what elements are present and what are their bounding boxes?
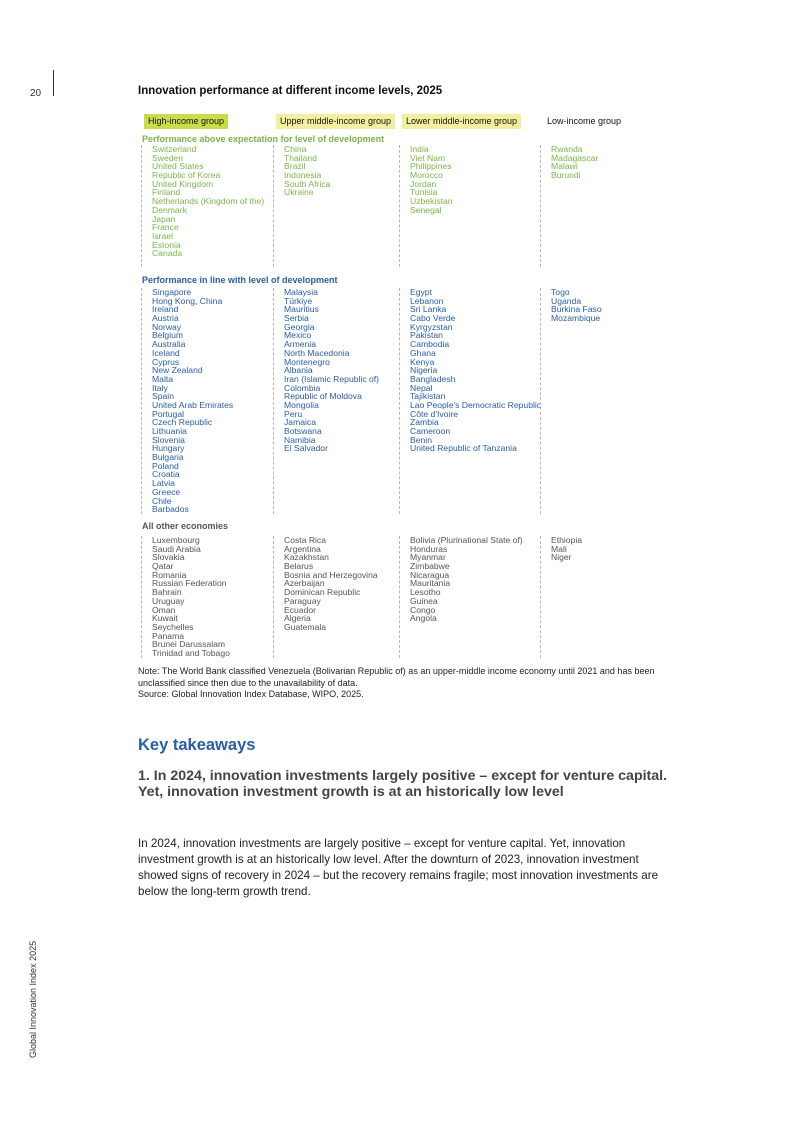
economy-entry: Guatemala <box>284 621 327 632</box>
takeaway-subheading: 1. In 2024, innovation investments largely positive – except for venture capital. Yet, innovation investment growth is at an historically low level <box>138 768 668 800</box>
column-other-low <box>540 536 582 658</box>
economy-entry: Croatia <box>152 469 180 480</box>
economy-entry: Viet Nam <box>410 152 446 163</box>
economy-entry: China <box>284 144 307 154</box>
economy-entry: Chile <box>152 495 172 506</box>
economy-entry: Costa Rica <box>284 535 327 545</box>
economy-entry: Jamaica <box>284 417 316 428</box>
economy-entry: Madagascar <box>551 152 599 163</box>
economy-entry: Czech Republic <box>152 417 213 428</box>
economy-entry: Saudi Arabia <box>152 543 201 554</box>
column-above-low <box>540 145 598 267</box>
economy-entry: Ghana <box>410 347 436 358</box>
economy-entry: Austria <box>152 313 179 324</box>
economy-entry: Israel <box>152 230 174 241</box>
economy-entry: Republic of Moldova <box>284 391 362 402</box>
economy-entry: Kuwait <box>152 613 178 624</box>
economy-entry: Ukraine <box>284 187 314 198</box>
column-inline-low <box>540 288 602 514</box>
economy-entry: Congo <box>410 604 436 615</box>
economy-entry: North Macedonia <box>284 347 350 358</box>
economy-entry: Cambodia <box>410 339 450 350</box>
economy-entry: United States <box>152 161 204 172</box>
economy-entry: Russian Federation <box>152 578 227 589</box>
economy-entry: Burkina Faso <box>551 304 602 315</box>
economy-entry: Rwanda <box>551 144 583 154</box>
economy-entry: United Republic of Tanzania <box>410 443 517 454</box>
economy-entry: Uruguay <box>152 595 185 606</box>
economy-entry: Mexico <box>284 330 312 341</box>
economy-entry: Botswana <box>284 426 322 436</box>
economy-entry: Togo <box>551 287 570 297</box>
economy-entry: Oman <box>152 604 176 615</box>
economy-entry: Norway <box>152 321 182 332</box>
economy-entry: Hungary <box>152 443 185 454</box>
economy-entry: Uganda <box>551 295 582 306</box>
economy-entry: Belgium <box>152 330 184 341</box>
table-header-row <box>140 114 660 130</box>
column-other-high <box>141 536 230 658</box>
economy-entry: Spain <box>152 391 174 402</box>
economy-entry: Slovakia <box>152 552 185 563</box>
page-number: 20 <box>30 88 42 99</box>
economy-entry: Guinea <box>410 595 438 606</box>
economy-entry: Burundi <box>551 170 581 181</box>
economy-entry: Ethiopia <box>551 535 583 545</box>
economy-entry: Singapore <box>152 287 192 297</box>
economy-entry: Bosnia and Herzegovina <box>284 569 378 580</box>
column-above-high <box>141 145 264 267</box>
economy-entry: Hong Kong, China <box>152 295 223 306</box>
economy-entry: Belarus <box>284 561 314 572</box>
economy-entry: Australia <box>152 339 186 350</box>
figure-note: Note: The World Bank classified Venezuela (Bolivarian Republic of) as an upper-middle income economy until 2021 and has been unclassified since then due to the unavailability of data. <box>138 666 655 688</box>
section-label-above-expectation: Performance above expectation for level of development <box>142 134 385 144</box>
economy-entry: Zimbabwe <box>410 561 450 572</box>
economy-entry: Angola <box>410 613 437 624</box>
economy-entry: Egypt <box>410 287 432 297</box>
economy-entry: Seychelles <box>152 621 194 632</box>
economy-entry: Ecuador <box>284 604 317 615</box>
page-divider <box>53 70 54 96</box>
economy-entry: Jordan <box>410 178 437 189</box>
economy-entry: Tunisia <box>410 187 438 198</box>
economy-entry: Türkiye <box>284 295 313 306</box>
economy-entry: Georgia <box>284 321 315 332</box>
economy-entry: Mozambique <box>551 313 601 324</box>
economy-entry: Mali <box>551 543 567 554</box>
economy-entry: Algeria <box>284 613 311 624</box>
economy-entry: Iran (Islamic Republic of) <box>284 373 380 384</box>
economy-entry: Lesotho <box>410 587 441 598</box>
economy-entry: Colombia <box>284 382 321 393</box>
economy-entry: France <box>152 222 179 233</box>
column-inline-lower-middle <box>399 288 541 514</box>
economy-entry: Armenia <box>284 339 316 350</box>
economy-entry: Mongolia <box>284 399 319 410</box>
income-performance-table <box>140 114 660 658</box>
economy-entry: Pakistan <box>410 330 443 341</box>
takeaway-body: In 2024, innovation investments are largely positive – except for venture capital. Yet, innovation investment growth is at an historically low level. After the downturn of 2023, innovation investment showed signs of recovery in 2024 – but the recovery remains fragile; most innovation investments are below the long-term growth trend. <box>138 837 659 898</box>
economy-entry: Kyrgyzstan <box>410 321 453 332</box>
economy-entry: Uzbekistan <box>410 196 453 207</box>
economy-entry: Nepal <box>410 382 433 393</box>
economy-entry: Luxembourg <box>152 535 200 545</box>
economy-entry: United Kingdom <box>152 178 214 189</box>
economy-entry: Canada <box>152 248 183 259</box>
economy-entry: Myanmar <box>410 552 446 563</box>
economy-entry: Albania <box>284 365 313 376</box>
economy-entry: Mauritius <box>284 304 319 315</box>
economy-entry: Peru <box>284 408 303 419</box>
economy-entry: Lithuania <box>152 426 187 436</box>
economy-entry: Italy <box>152 382 168 393</box>
column-inline-high <box>141 288 233 514</box>
economy-entry: Kenya <box>410 356 435 367</box>
economy-entry: Namibia <box>284 434 316 445</box>
economy-entry: Honduras <box>410 543 448 554</box>
economy-entry: Benin <box>410 434 432 445</box>
header-high-income: High-income group <box>144 114 228 129</box>
column-other-lower-middle <box>399 536 523 658</box>
economy-entry: Montenegro <box>284 356 330 367</box>
economy-entry: Bahrain <box>152 587 182 598</box>
economy-entry: Bulgaria <box>152 452 184 463</box>
side-running-title: Global Innovation Index 2025 <box>28 940 38 1058</box>
economy-entry: Thailand <box>284 152 317 163</box>
economy-entry: Bangladesh <box>410 373 456 384</box>
economy-entry: Zambia <box>410 417 439 428</box>
economy-entry: Brunei Darussalam <box>152 639 226 650</box>
column-inline-upper-middle <box>273 288 379 514</box>
economy-entry: Morocco <box>410 170 443 181</box>
figure-source: Source: Global Innovation Index Database, WIPO, 2025. <box>138 689 364 699</box>
column-other-upper-middle <box>273 536 378 658</box>
economy-entry: New Zealand <box>152 365 203 376</box>
figure-notes <box>138 666 663 701</box>
economy-entry: Indonesia <box>284 170 322 181</box>
economy-entry: Azerbaijan <box>284 578 325 589</box>
economy-entry: Senegal <box>410 204 442 215</box>
economy-entry: Netherlands (Kingdom of the) <box>152 196 265 207</box>
economy-entry: India <box>410 144 429 154</box>
economy-entry: Sweden <box>152 152 184 163</box>
economy-entry: Côte d'Ivoire <box>410 408 458 419</box>
economy-entry: Sri Lanka <box>410 304 447 315</box>
economy-entry: Dominican Republic <box>284 587 361 598</box>
header-low-income: Low-income group <box>547 116 622 126</box>
economy-entry: Denmark <box>152 204 187 215</box>
economy-entry: South Africa <box>284 178 331 189</box>
economy-entry: Paraguay <box>284 595 321 606</box>
header-lower-middle-income: Lower middle-income group <box>402 114 521 129</box>
key-takeaways-heading: Key takeaways <box>138 736 256 754</box>
economy-entry: Romania <box>152 569 187 580</box>
economy-entry: Philippines <box>410 161 452 172</box>
economy-entry: Lebanon <box>410 295 444 306</box>
economy-entry: Qatar <box>152 561 174 572</box>
economy-entry: Cabo Verde <box>410 313 456 324</box>
economy-entry: Finland <box>152 187 181 198</box>
economy-entry: El Salvador <box>284 443 328 454</box>
economy-entry: Portugal <box>152 408 185 419</box>
economy-entry: Malta <box>152 373 174 384</box>
economy-entry: Brazil <box>284 161 306 172</box>
header-upper-middle-income: Upper middle-income group <box>276 114 395 129</box>
column-above-upper-middle <box>273 145 330 267</box>
economy-entry: Japan <box>152 213 176 224</box>
economy-entry: United Arab Emirates <box>152 399 234 410</box>
economy-entry: Argentina <box>284 543 321 554</box>
economy-entry: Latvia <box>152 478 175 489</box>
economy-entry: Serbia <box>284 313 309 324</box>
economy-entry: Iceland <box>152 347 180 358</box>
economy-entry: Switzerland <box>152 144 197 154</box>
section-label-in-line: Performance in line with level of development <box>142 275 338 285</box>
economy-entry: Bolivia (Plurinational State of) <box>410 535 523 545</box>
economy-entry: Lao People's Democratic Republic <box>410 399 542 410</box>
economy-entry: Cyprus <box>152 356 180 367</box>
economy-entry: Slovenia <box>152 434 185 445</box>
economy-entry: Estonia <box>152 239 181 250</box>
economy-entry: Malawi <box>551 161 578 172</box>
column-above-lower-middle <box>399 145 453 267</box>
section-label-all-other: All other economies <box>142 521 229 531</box>
economy-entry: Nigeria <box>410 365 438 376</box>
economy-entry: Niger <box>551 552 572 563</box>
economy-entry: Poland <box>152 460 179 471</box>
economy-entry: Greece <box>152 486 181 497</box>
economy-entry: Trinidad and Tobago <box>152 647 230 658</box>
economy-entry: Republic of Korea <box>152 170 221 181</box>
economy-entry: Nicaragua <box>410 569 450 580</box>
economy-entry: Malaysia <box>284 287 318 297</box>
economy-entry: Barbados <box>152 504 189 515</box>
figure-title: Innovation performance at different income levels, 2025 <box>138 85 443 97</box>
economy-entry: Ireland <box>152 304 179 315</box>
economy-entry: Mauritania <box>410 578 451 589</box>
economy-entry: Tajikistan <box>410 391 446 402</box>
economy-entry: Cameroon <box>410 426 451 436</box>
economy-entry: Panama <box>152 630 185 641</box>
economy-entry: Kazakhstan <box>284 552 329 563</box>
